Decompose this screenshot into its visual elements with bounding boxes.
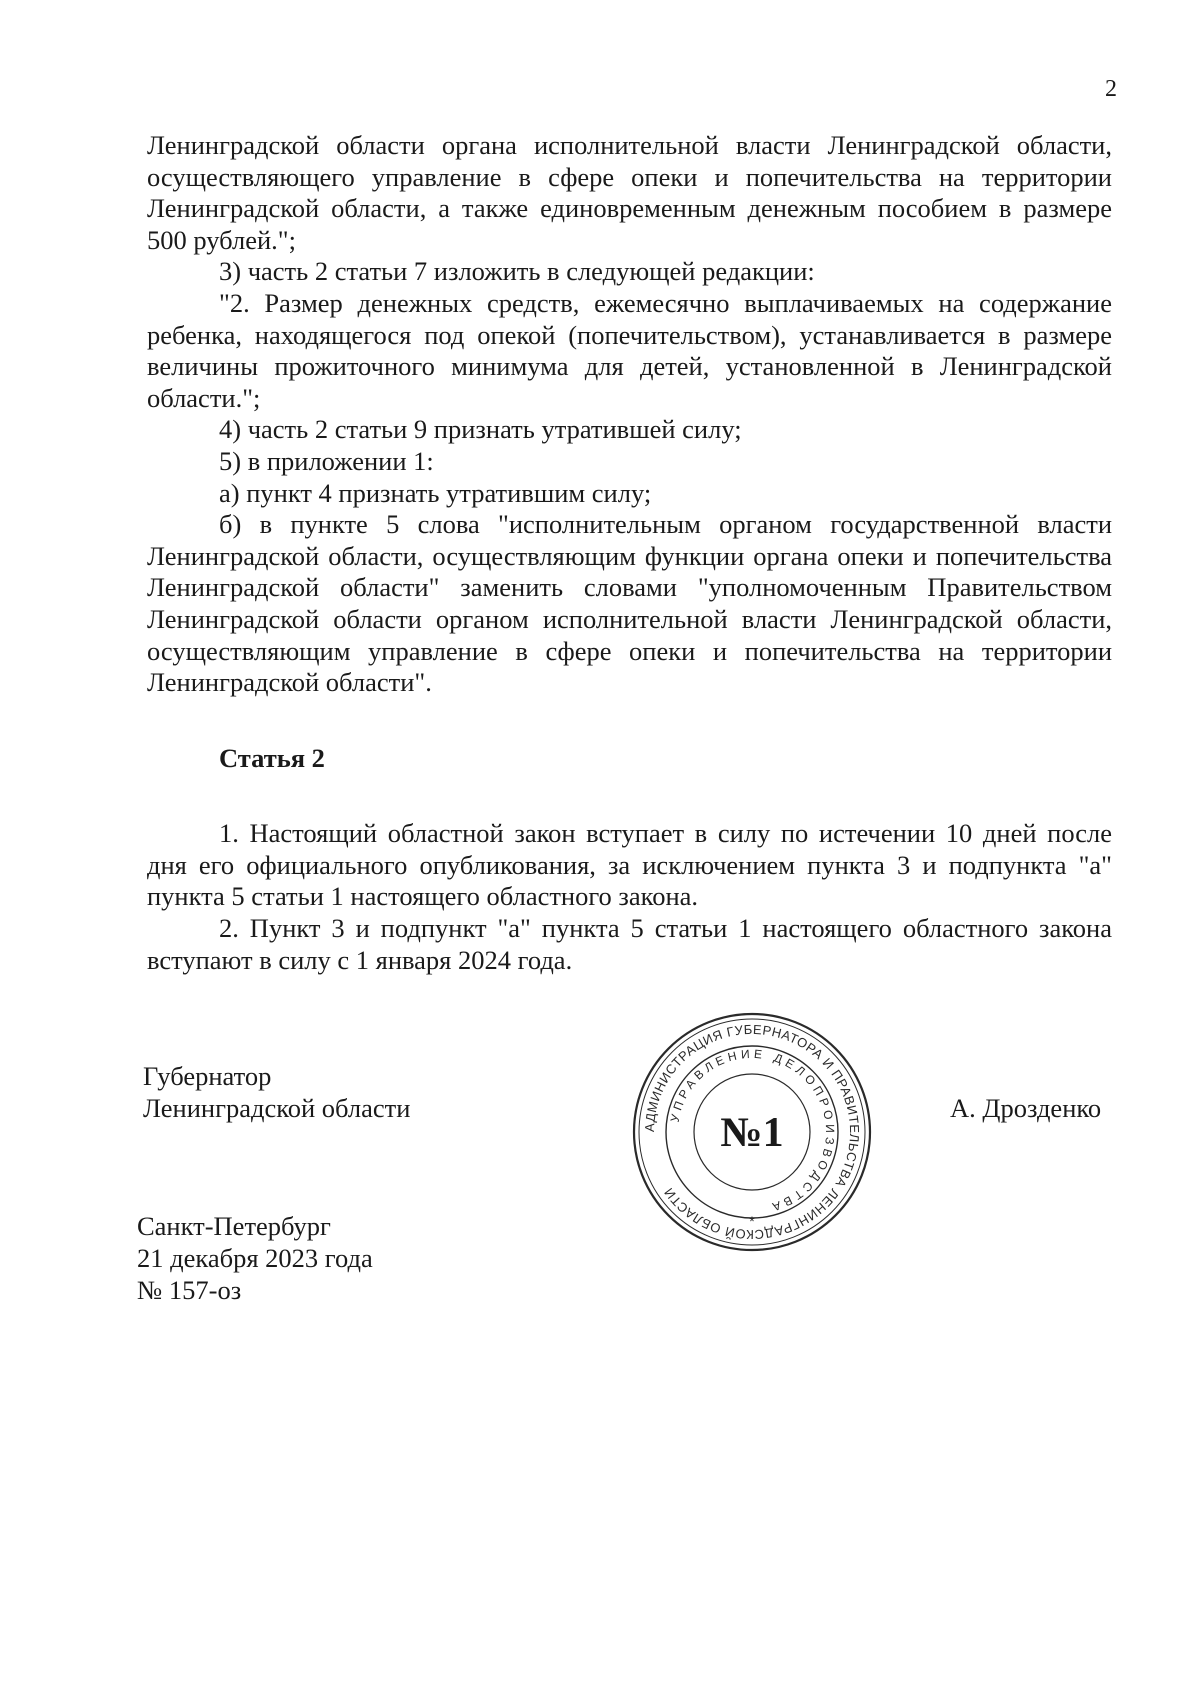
- signature-title-line1: Губернатор: [143, 1061, 272, 1091]
- place-city: Санкт-Петербург: [137, 1211, 331, 1241]
- document-number: № 157-оз: [137, 1275, 242, 1305]
- article-2-item-2: 2. Пункт 3 и подпункт "а" пункта 5 статьи 1 настоящего областного закона вступают в силу с 1 января 2024 года.: [147, 913, 1112, 975]
- official-seal: [628, 1008, 876, 1256]
- signature-title-line2: Ленинградской области: [143, 1093, 411, 1123]
- paragraph-item-5b: б) в пункте 5 слова "исполнительным органом государственной власти Ленинградской области, осуществляющим функции органа опеки и попечительства Ленинградской области" заменить словами "уполномоченным Правительством Ленинградской области органом исполнительной власти Ленинградской области, осуществляющим управление в сфере опеки и попечительства на территории Ленинградской области".: [147, 509, 1112, 698]
- seal-center-number: №1: [720, 1110, 784, 1156]
- paragraph-item-3-text: "2. Размер денежных средств, ежемесячно выплачиваемых на содержание ребенка, находящегося под опекой (попечительством), устанавливается в размере величины прожиточного минимума для детей, установленной в Ленинградской области.";: [147, 287, 1112, 413]
- paragraph-continuation: Ленинградской области органа исполнительной власти Ленинградской области, осуществляющего управление в сфере опеки и попечительства на территории Ленинградской области, а также единовременным денежным пособием в размере 500 рублей.";: [147, 130, 1112, 255]
- article-2-heading: Статья 2: [219, 742, 325, 773]
- seal-inner-text: УПРАВЛЕНИЕ ДЕЛОПРОИЗВОДСТВА: [667, 1046, 838, 1216]
- paragraph-item-5: 5) в приложении 1:: [219, 445, 434, 476]
- signature-title: [143, 1060, 410, 1124]
- document-date: 21 декабря 2023 года: [137, 1243, 373, 1273]
- svg-text:*: *: [749, 1213, 755, 1229]
- article-2-item-1: 1. Настоящий областной закон вступает в силу по истечении 10 дней после дня его официального опубликования, за исключением пункта 3 и подпункта "а" пункта 5 статьи 1 настоящего областного закона.: [147, 818, 1112, 912]
- paragraph-item-4: 4) часть 2 статьи 9 признать утратившей силу;: [219, 414, 742, 445]
- paragraph-item-5a: а) пункт 4 признать утратившим силу;: [219, 477, 652, 508]
- place-date-number: [137, 1210, 373, 1306]
- page-number: 2: [1105, 76, 1117, 102]
- paragraph-item-3: 3) часть 2 статьи 7 изложить в следующей редакции:: [219, 256, 815, 287]
- document-body: [147, 130, 1112, 976]
- seal-outer-text: АДМИНИСТРАЦИЯ ГУБЕРНАТОРА И ПРАВИТЕЛЬСТВА ЛЕНИНГРАДСКОЙ ОБЛАСТИ: [641, 1021, 863, 1243]
- signatory-name: А. Дрозденко: [950, 1093, 1102, 1123]
